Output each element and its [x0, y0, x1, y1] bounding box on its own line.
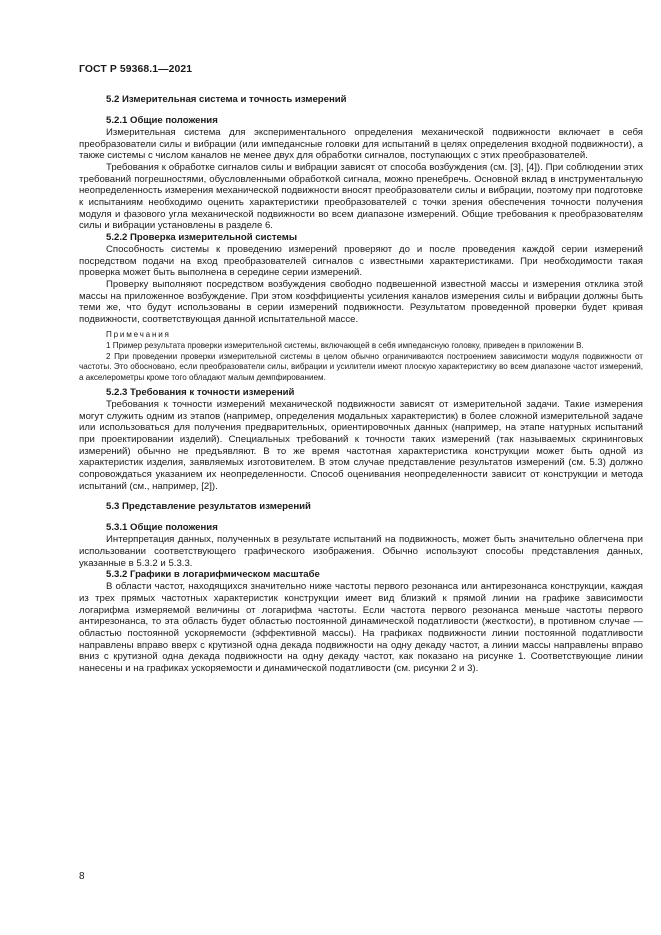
- paragraph: Проверку выполняют посредством возбуждения свободно подвешенной известной массы и измерения отклика этой массы на приложенное возбуждение. При этом коэффициенты усиления каналов измерения силы и вибрации должны быть теми же, что будут использованы в серии измерений подвижности. Результатом проведенной проверки будет кривая подвижности, соответствующая данной испытательной массе.: [79, 278, 643, 325]
- subsection-heading-5-2-2: 5.2.2 Проверка измерительной системы: [106, 231, 298, 243]
- note-item: 2 При проведении проверки измерительной системы в целом обычно ограничиваются построением зависимости модуля подвижности от частоты. Это обосновано, если преобразователи силы, вибрации и усилители имеют плоскую характеристику во всем диапазоне частот измерений, а акселерометры кроме того обладают малым демпфированием.: [79, 351, 643, 382]
- paragraph: Требования к обработке сигналов силы и вибрации зависят от способа возбуждения (см. [3], [4]). При соблюдении этих требований погрешностями, обусловленными обработкой сигнала, можно пренебречь. Основной вклад в инструментальную неопределенность измерения механической подвижности вносят преобразователи силы и вибрации, поэтому при подготовке к испытаниям необходимо оценить характеристики преобразователей с точки зрения обеспечения точности получения модуля и фазового угла механической подвижности во всем диапазоне измерений. Общие требования к преобразователям силы и вибрации установлены в разделе 6.: [79, 161, 643, 232]
- paragraph: Измерительная система для экспериментального определения механической подвижности включает в себя преобразователи силы и вибрации (или импедансные головки для испытаний в целях определения входной подвижности), а также системы с числом каналов не менее двух для обработки сигналов, поступающих с этих преобразователей.: [79, 127, 643, 162]
- subsection-heading-5-3-1: 5.3.1 Общие положения: [106, 522, 218, 534]
- paragraph: Способность системы к проведению измерений проверяют до и после проведения каждой серии измерений посредством подачи на вход преобразователей сигналов с известными характеристиками. При необходимости такая проверка может быть выполнена в середине серии измерений.: [79, 243, 643, 279]
- notes-title: Примечания: [106, 329, 171, 339]
- document-header: ГОСТ Р 59368.1—2021: [79, 64, 193, 75]
- subsection-heading-5-3-2: 5.3.2 Графики в логарифмическом масштабе: [106, 569, 320, 581]
- page-number: 8: [79, 871, 85, 882]
- paragraph: В области частот, находящихся значительно ниже частоты первого резонанса или антирезонанса конструкции, каждая из трех прямых частотных характеристик конструкции имеет вид близкий к прямой линии на графике зависимости логарифма измеряемой величины от логарифма частоты. Если частота первого резонанса меньше частоты первого антирезонанса, то эта область будет областью постоянной динамической податливости (жесткости), в противном случае — областью постоянной ускоряемости (эффективной массы). На графиках подвижности линии постоянной податливости направлены вправо вверх с крутизной одна декада подвижности на одну декаду частот, а линии массы направлены вправо вниз с крутизной одна декада подвижности на одну декаду частот, как показано на рисунке 1. Соответствующие линии нанесены и на графиках ускоряемости и динамической податливости (см. рисунки 2 и 3).: [79, 581, 643, 674]
- paragraph: Требования к точности измерений механической подвижности зависят от измерительной задачи. Такие измерения могут служить одним из этапов (например, определения модальных характеристик) в более сложной измерительной задаче или использоваться для получения предварительных, ориентировочных данных (например, на этапе натурных испытаний при проектировании изделий). Специальных требований к точности таких измерений (так называемых скрининговых измерений) обычно не предъявляют. В то же время частотная характеристика конструкции может быть одной из характеристик изделия, заявляемых изготовителем. В этом случае представление результатов измерений (см. 5.3) должно сопровождаться указанием их неопределенности. Способ оценивания неопределенности зависит от конструкции и метода испытаний (см., например, [2]).: [79, 399, 643, 492]
- paragraph: Интерпретация данных, полученных в результате испытаний на подвижность, может быть значительно облегчена при использовании соответствующего графического изображения. Обычно используют способы представления данных, указанные в 5.3.2 и 5.3.3.: [79, 534, 643, 569]
- notes-block: [79, 330, 643, 384]
- section-heading-5-2: 5.2 Измерительная система и точность измерений: [106, 94, 347, 105]
- section-heading-5-3: 5.3 Представление результатов измерений: [106, 501, 311, 513]
- subsection-heading-5-2-3: 5.2.3 Требования к точности измерений: [106, 387, 295, 398]
- subsection-heading-5-2-1: 5.2.1 Общие положения: [106, 115, 218, 126]
- note-item: 1 Пример результата проверки измерительной системы, включающей в себя импедансную головку, приведен в приложении В.: [106, 341, 584, 350]
- document-body: [79, 94, 643, 674]
